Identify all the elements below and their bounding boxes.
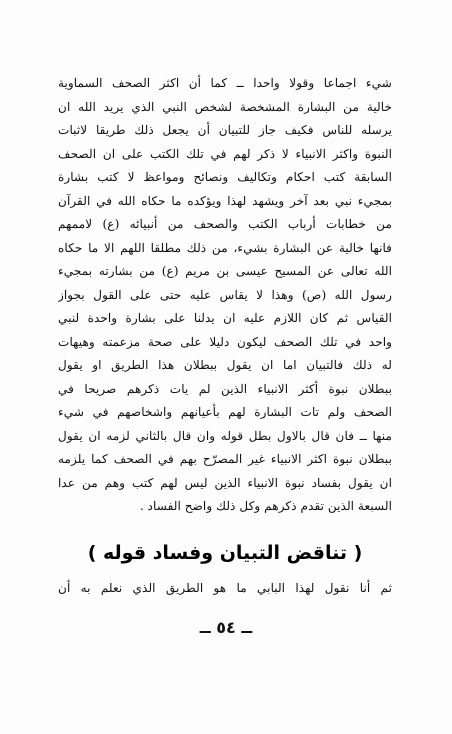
text-line: ثم أنا نقول لهذا البابي ما هو الطريق الذي نعلم به أن xyxy=(58,581,392,595)
text-line: القياس ثم كان اللازم عليه ان يدلنا على بشارة واحدة لنبي xyxy=(58,311,392,325)
text-line: الصحف ولم تات البشارة لهم بأعيانهم واشخاصهم في شيء xyxy=(58,405,392,419)
text-line: ببطلان نبوة أكثر الانبياء الذين لم يات ذكرهم صريحا في xyxy=(58,381,392,396)
text-line: السبعة الذين تقدم ذكرهم وكل ذلك واضح الفساد . xyxy=(139,499,392,513)
text-line: رسول الله (ص) وهذا لا يقاس عليه حتى على القول بجواز xyxy=(58,287,392,302)
text-line: خالية من البشارة المشخصة لشخص النبي الذي يريد الله ان xyxy=(58,99,392,114)
text-line: منها ــ فان قال بالاول بطل قوله وان قال بالثاني لزمه ان يقول xyxy=(58,428,392,443)
text-line: النبوة واكثر الانبياء لا ذكر لهم في تلك الكتب على ان الصحف xyxy=(58,146,392,161)
text-line: السابقة كتب احكام وتكاليف ونصائح ومواعظ لا كتب بشارة xyxy=(58,170,392,184)
text-line: ان يقول بفساد نبوة الانبياء الذين ليس لهم كتب وهم من عدا xyxy=(58,475,392,490)
text-line: الله تعالى عن المسيح عيسى بن مريم (ع) من بشارته بمجيء xyxy=(58,264,392,278)
page-number: ــ ٥٤ ــ xyxy=(199,618,253,637)
section-heading: ( تناقض التبيان وفساد قوله ) xyxy=(87,542,363,564)
body-text xyxy=(58,72,392,519)
text-line: يرسله للناس فكيف جاز للتبيان أن يجعل ذلك طريقا لاثبات xyxy=(58,123,392,137)
text-line: له ذلك فالتبيان اما ان يقول ببطلان هذا الطريق او يقول xyxy=(58,358,392,372)
text-line: فانها خالية عن البشارة بشيء، من ذلك مطلقا اللهم الا ما حكاه xyxy=(58,240,392,255)
text-line: ببطلان نبوة اكثر الانبياء غير المصرّح بهم في الصحف كما يلزمه xyxy=(58,452,392,466)
text-line: واحد في تلك الصحف ليكون دليلا على صحة مزعمته وهيهات xyxy=(58,334,392,349)
text-line: بمجيء نبي بعد آخر ويشهد لهذا ويؤكده ما حكاه الله في القرآن xyxy=(58,193,392,208)
text-line: شيء اجماعا وقولا واحدا ــ كما أن اكثر الصحف السماوية xyxy=(58,76,392,90)
text-line: من خطابات أرباب الكتب والصحف من أنبيائه (ع) لاممهم xyxy=(58,217,392,231)
